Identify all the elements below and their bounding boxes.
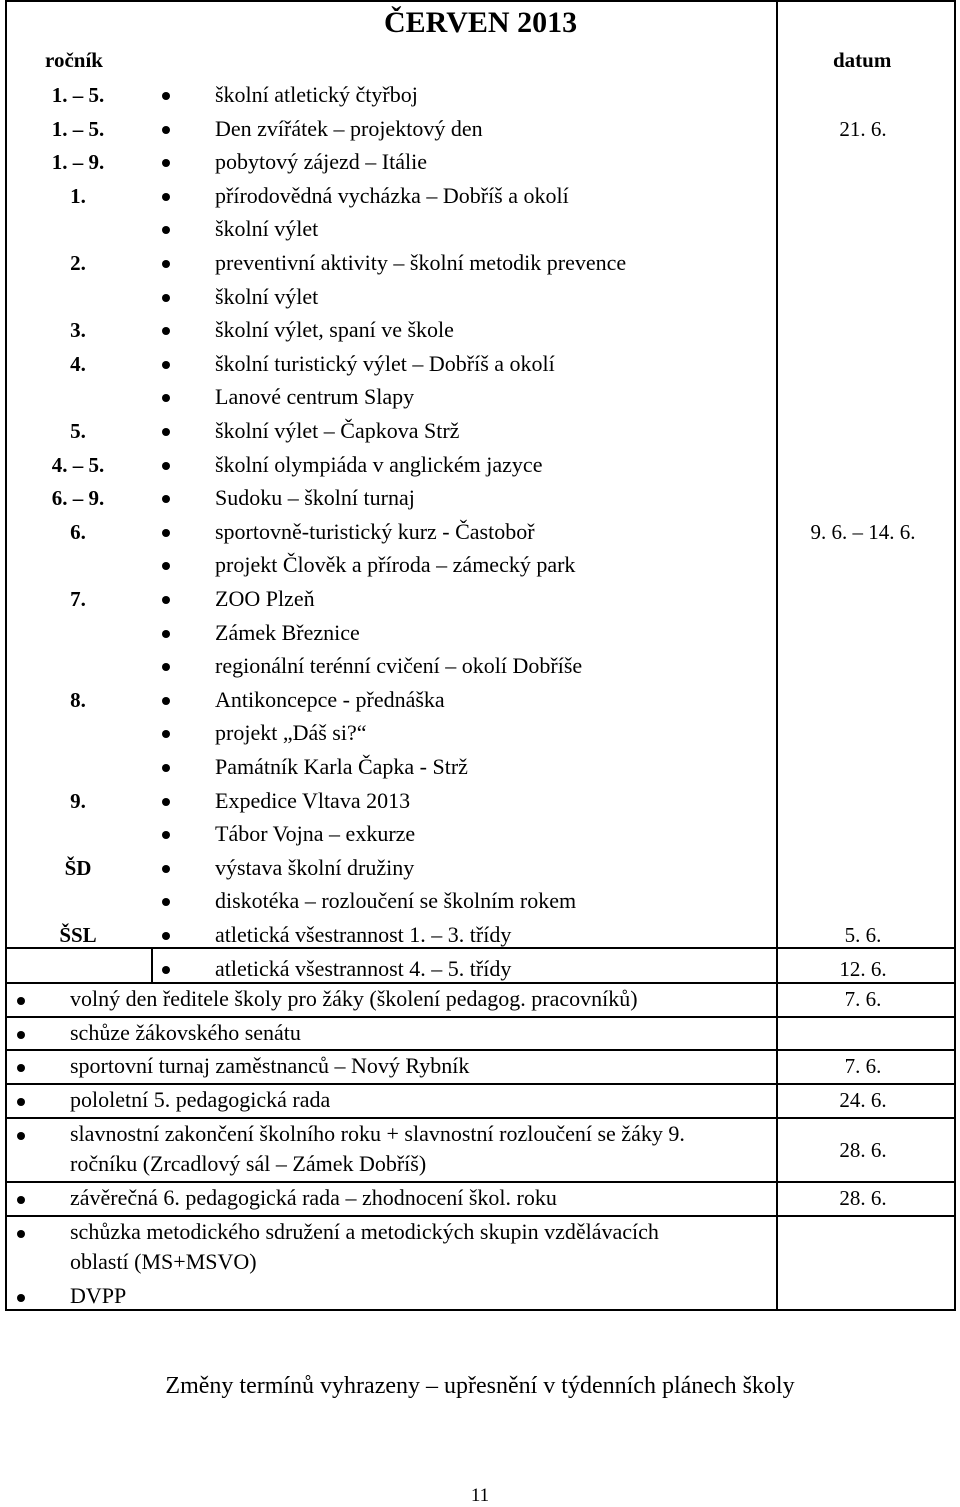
activity-cell: přírodovědná vycházka – Dobříš a okolí — [215, 183, 569, 208]
bullet-icon — [162, 966, 170, 974]
bullet-icon — [162, 428, 170, 436]
activity-cell: sportovně-turistický kurz - Častoboř — [215, 519, 535, 544]
activity-cell: školní výlet — [215, 284, 319, 309]
activity-cell: školní olympiáda v anglickém jazyce — [215, 452, 543, 477]
activity-cell: Expedice Vltava 2013 — [215, 788, 411, 813]
activity-cell: regionální terénní cvičení – okolí Dobříše — [215, 653, 583, 678]
bullet-icon — [17, 1098, 25, 1106]
bullet-icon — [162, 462, 170, 470]
grade-cell: 1. – 5. — [51, 83, 105, 107]
bullet-icon — [162, 898, 170, 906]
activity-cell: Lanové centrum Slapy — [215, 384, 415, 409]
date-cell: 24. 6. — [839, 1088, 887, 1112]
bullet-icon — [162, 361, 170, 369]
bullet-icon — [17, 1064, 25, 1072]
activity-cell: školní atletický čtyřboj — [215, 82, 418, 107]
activity-cell: Sudoku – školní turnaj — [215, 485, 415, 510]
grade-cell: 1. – 5. — [51, 117, 105, 141]
grade-cell: 4. – 5. — [51, 453, 105, 477]
bullet-icon — [162, 663, 170, 671]
bullet-icon — [17, 1294, 25, 1302]
grade-cell: 2. — [70, 251, 86, 275]
activity-cell: schůze žákovského senátu — [70, 1020, 301, 1045]
date-cell: 7. 6. — [844, 987, 882, 1011]
bullet-icon — [162, 932, 170, 940]
activity-cell: závěrečná 6. pedagogická rada – zhodnocení škol. roku — [70, 1185, 557, 1210]
bullet-icon — [162, 495, 170, 503]
bullet-icon — [162, 193, 170, 201]
date-cell: 7. 6. — [844, 1054, 882, 1078]
bullet-icon — [17, 1031, 25, 1039]
date-cell: 28. 6. — [839, 1138, 887, 1162]
grade-cell: ŠD — [64, 856, 92, 880]
bullet-icon — [162, 596, 170, 604]
bullet-icon — [162, 798, 170, 806]
footer-note: Změny termínů vyhrazeny – upřesnění v týdenních plánech školy — [165, 1373, 795, 1399]
activity-cell: pobytový zájezd – Itálie — [215, 149, 427, 174]
bullet-icon — [162, 260, 170, 268]
bullet-icon — [17, 997, 25, 1005]
bullet-icon — [17, 1230, 25, 1238]
activity-cell: školní výlet, spaní ve škole — [215, 317, 454, 342]
activity-cell: DVPP — [70, 1283, 127, 1308]
grade-cell: 1. – 9. — [51, 150, 105, 174]
page-number: 11 — [470, 1485, 490, 1506]
bullet-icon — [162, 730, 170, 738]
date-cell: 12. 6. — [839, 957, 887, 981]
date-cell: 5. 6. — [844, 923, 882, 947]
date-cell: 28. 6. — [839, 1186, 887, 1210]
bullet-icon — [162, 126, 170, 134]
grade-column-divider — [151, 947, 153, 983]
activity-cell: školní výlet — [215, 216, 319, 241]
bullet-icon — [162, 294, 170, 302]
activity-cell: výstava školní družiny — [215, 855, 415, 880]
date-cell: 21. 6. — [839, 117, 887, 141]
bullet-icon — [162, 394, 170, 402]
activity-cell: projekt Člověk a příroda – zámecký park — [215, 552, 576, 577]
activity-cell: Tábor Vojna – exkurze — [215, 821, 416, 846]
activity-cell: ZOO Plzeň — [215, 586, 315, 611]
activity-cell: pololetní 5. pedagogická rada — [70, 1087, 331, 1112]
bullet-icon — [162, 92, 170, 100]
activity-cell: schůzka metodického sdružení a metodických skupin vzdělávacích oblastí (MS+MSVO) — [70, 1219, 659, 1274]
grade-cell: 3. — [70, 318, 86, 342]
bullet-icon — [162, 562, 170, 570]
activity-cell: Den zvířátek – projektový den — [215, 116, 483, 141]
grade-cell: 1. — [70, 184, 86, 208]
activity-cell: Zámek Březnice — [215, 620, 360, 645]
page-title: ČERVEN 2013 — [383, 6, 578, 39]
date-column-header: datum — [833, 48, 892, 72]
grade-column-header: ročník — [45, 48, 103, 72]
grade-cell: 6. — [70, 520, 86, 544]
bullet-icon — [162, 764, 170, 772]
activity-cell: školní výlet – Čapkova Strž — [215, 418, 460, 443]
activity-cell: preventivní aktivity – školní metodik prevence — [215, 250, 627, 275]
activity-cell: sportovní turnaj zaměstnanců – Nový Rybník — [70, 1053, 470, 1078]
bullet-icon — [162, 630, 170, 638]
grade-cell: 7. — [70, 587, 86, 611]
bullet-icon — [162, 226, 170, 234]
bullet-icon — [162, 697, 170, 705]
bullet-icon — [17, 1132, 25, 1140]
activity-cell: atletická všestrannost 1. – 3. třídy — [215, 922, 512, 947]
date-cell: 9. 6. – 14. 6. — [810, 520, 916, 544]
grade-cell: 5. — [70, 419, 86, 443]
grade-cell: ŠSL — [59, 923, 97, 947]
grade-cell: 9. — [70, 789, 86, 813]
grade-cell: 8. — [70, 688, 86, 712]
activity-cell: Antikoncepce - přednáška — [215, 687, 445, 712]
grade-cell: 4. — [70, 352, 86, 376]
bullet-icon — [162, 865, 170, 873]
bullet-icon — [162, 529, 170, 537]
bullet-icon — [162, 159, 170, 167]
activity-cell: školní turistický výlet – Dobříš a okolí — [215, 351, 555, 376]
bullet-icon — [162, 831, 170, 839]
activity-cell: volný den ředitele školy pro žáky (školení pedagog. pracovníků) — [70, 986, 638, 1011]
activity-cell: slavnostní zakončení školního roku + slavnostní rozloučení se žáky 9. ročníku (Zrcadlový sál – Zámek Dobříš) — [70, 1121, 685, 1176]
activity-cell: diskotéka – rozloučení se školním rokem — [215, 888, 577, 913]
activity-cell: atletická všestrannost 4. – 5. třídy — [215, 956, 512, 981]
bullet-icon — [162, 327, 170, 335]
activity-cell: projekt „Dáš si?“ — [215, 720, 367, 745]
bullet-icon — [17, 1196, 25, 1204]
grade-cell: 6. – 9. — [51, 486, 105, 510]
activity-cell: Památník Karla Čapka - Strž — [215, 754, 468, 779]
date-column-divider — [776, 0, 778, 1311]
